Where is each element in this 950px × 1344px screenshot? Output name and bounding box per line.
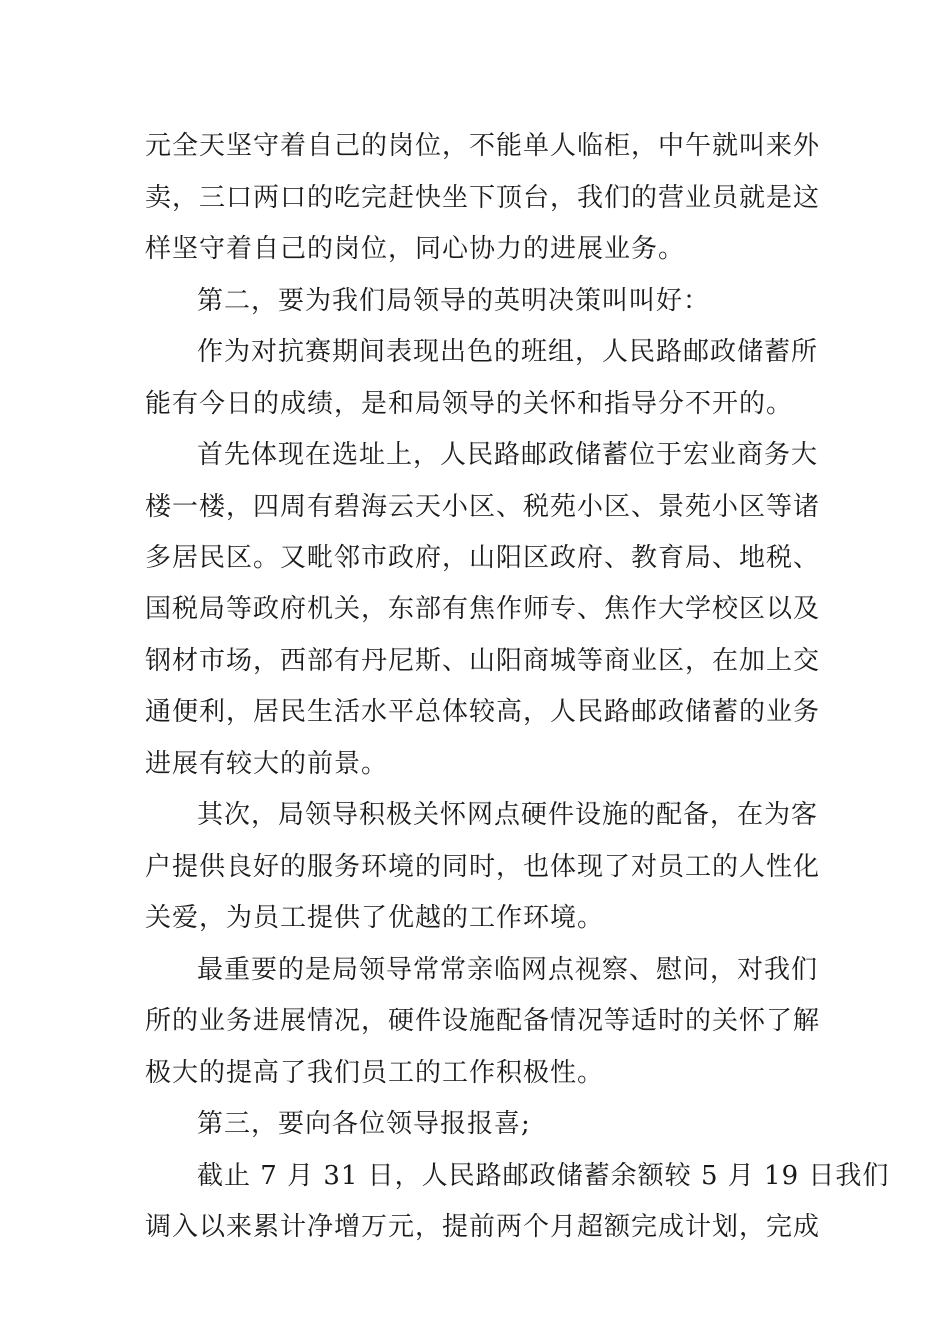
text-line-17: 最重要的是局领导常常亲临网点视察、慰问，对我们 xyxy=(197,955,819,985)
text-line-1: 元全天坚守着自己的岗位，不能单人临柜，中午就叫来外 xyxy=(145,131,821,161)
text-line-4: 第二，要为我们局领导的英明决策叫叫好： xyxy=(197,286,711,316)
text-line-9: 多居民区。又毗邻市政府，山阳区政府、教育局、地税、 xyxy=(145,543,821,573)
text-line-8: 楼一楼，四周有碧海云天小区、税苑小区、景苑小区等诸 xyxy=(145,492,821,522)
text-line-16: 关爱，为员工提供了优越的工作环境。 xyxy=(145,903,605,933)
text-line-18: 所的业务进展情况，硬件设施配备情况等适时的关怀了解 xyxy=(145,1006,821,1036)
text-line-2: 卖，三口两口的吃完赶快坐下顶台，我们的营业员就是这 xyxy=(145,183,821,213)
text-line-7: 首先体现在选址上，人民路邮政储蓄位于宏业商务大 xyxy=(197,440,819,470)
text-line-10: 国税局等政府机关，东部有焦作师专、焦作大学校区以及 xyxy=(145,594,821,624)
text-line-3: 样坚守着自己的岗位，同心协力的进展业务。 xyxy=(145,234,686,264)
text-line-14: 其次，局领导积极关怀网点硬件设施的配备，在为客 xyxy=(197,800,819,830)
text-line-20: 第三，要向各位领导报报喜; xyxy=(197,1109,531,1139)
text-line-15: 户提供良好的服务环境的同时，也体现了对员工的人性化 xyxy=(145,852,821,882)
text-line-6: 能有今日的成绩，是和局领导的关怀和指导分不开的。 xyxy=(145,389,794,419)
text-line-21: 截止 7 月 31 日，人民路邮政储蓄余额较 5 月 19 日我们 xyxy=(197,1161,890,1191)
text-line-13: 进展有较大的前景。 xyxy=(145,749,389,779)
text-line-19: 极大的提高了我们员工的工作积极性。 xyxy=(145,1058,605,1088)
text-line-22: 调入以来累计净增万元，提前两个月超额完成计划，完成 xyxy=(145,1212,821,1242)
text-line-12: 通便利，居民生活水平总体较高，人民路邮政储蓄的业务 xyxy=(145,697,821,727)
text-line-11: 钢材市场，西部有丹尼斯、山阳商城等商业区，在加上交 xyxy=(145,646,821,676)
text-line-5: 作为对抗赛期间表现出色的班组，人民路邮政储蓄所 xyxy=(197,337,819,367)
